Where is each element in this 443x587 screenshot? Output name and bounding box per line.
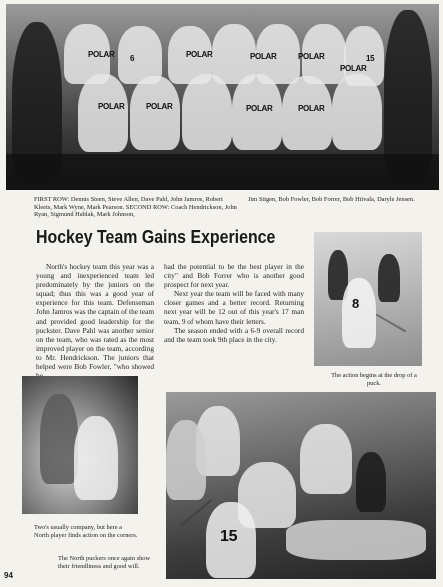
player-figure bbox=[286, 520, 426, 560]
article-paragraph: The season ended with a 6-9 overall record and the team took 9th place in the city. bbox=[164, 325, 304, 344]
player-figure bbox=[300, 424, 352, 494]
player-figure bbox=[74, 416, 118, 500]
player-figure bbox=[40, 394, 78, 484]
corner-photo-caption: Two's usually company, but here a North player finds action on the corners. bbox=[34, 524, 138, 539]
jersey-number: 15 bbox=[366, 54, 375, 63]
article-column-2 bbox=[164, 262, 304, 344]
player-figure bbox=[332, 74, 382, 150]
jersey-lettering: POLAR bbox=[186, 50, 213, 59]
player-figure bbox=[282, 76, 332, 150]
team-photo-caption-left: FIRST ROW: Dennis Steen, Steve Allen, Dave Pahl, John Jamros, Robert Kleets, Mark Wyne, Mark Pearson. SECOND ROW: Coach Hendrickson, John Ryan, Sigmund Hablak, Mark Johnson, bbox=[34, 196, 237, 219]
page-number: 94 bbox=[4, 571, 13, 580]
player-figure bbox=[166, 420, 206, 500]
faceoff-photo-caption: The action begins at the drop of a puck. bbox=[331, 372, 417, 387]
team-photo-caption-right: Jim Stigen, Bob Fowler, Bob Forrer, Bob Hiivala, Daryle Jensen. bbox=[248, 196, 415, 203]
faceoff-photo bbox=[314, 232, 422, 366]
jersey-number: 15 bbox=[220, 528, 238, 545]
pileup-photo bbox=[166, 392, 436, 579]
floor-shadow bbox=[6, 154, 439, 190]
article-paragraph: had the potential to be the best player in the city" and Bob Forrer who is another good prospect for next year. bbox=[164, 262, 304, 290]
player-figure bbox=[342, 278, 376, 348]
jersey-lettering: POLAR bbox=[298, 52, 325, 61]
jersey-number: 6 bbox=[130, 54, 135, 63]
jersey-lettering: POLAR bbox=[88, 50, 115, 59]
jersey-lettering: POLAR bbox=[146, 102, 173, 111]
jersey-lettering: POLAR bbox=[250, 52, 277, 61]
corner-action-photo bbox=[22, 376, 138, 514]
article-headline: Hockey Team Gains Experience bbox=[36, 226, 276, 247]
player-figure bbox=[78, 74, 128, 152]
article-paragraph: North's hockey team this year was a young and inexperienced team led predominately by the juniors on the squad; thus this was a good year of experience for this team. Defenseman John Jamros was the captain of the team and provided good leadership for the puckster. Dave Pahl was another senior on the team, who was rated as the most improved player on the team, according to Mr. Hendrickson. The juniors that helped were Bob Fowler, "who showed bbox=[36, 262, 154, 372]
jersey-number: 8 bbox=[352, 296, 359, 311]
jersey-lettering: POLAR bbox=[340, 64, 367, 73]
jersey-lettering: POLAR bbox=[298, 104, 325, 113]
player-figure bbox=[356, 452, 386, 512]
pileup-photo-caption: The North puckers once again show their friendliness and good will. bbox=[58, 555, 151, 570]
player-figure bbox=[378, 254, 400, 302]
article-column-1 bbox=[36, 262, 154, 380]
article-paragraph: Next year the team will be faced with many closer games and a better record. Returning next year will be 12 out of this year's 17 man team, 9 of whom have their letters. bbox=[164, 289, 304, 326]
hockey-stick bbox=[376, 314, 406, 333]
hockey-team-group-photo bbox=[6, 4, 439, 190]
player-figure bbox=[130, 76, 180, 150]
player-figure bbox=[182, 74, 232, 150]
jersey-lettering: POLAR bbox=[98, 102, 125, 111]
jersey-lettering: POLAR bbox=[246, 104, 273, 113]
